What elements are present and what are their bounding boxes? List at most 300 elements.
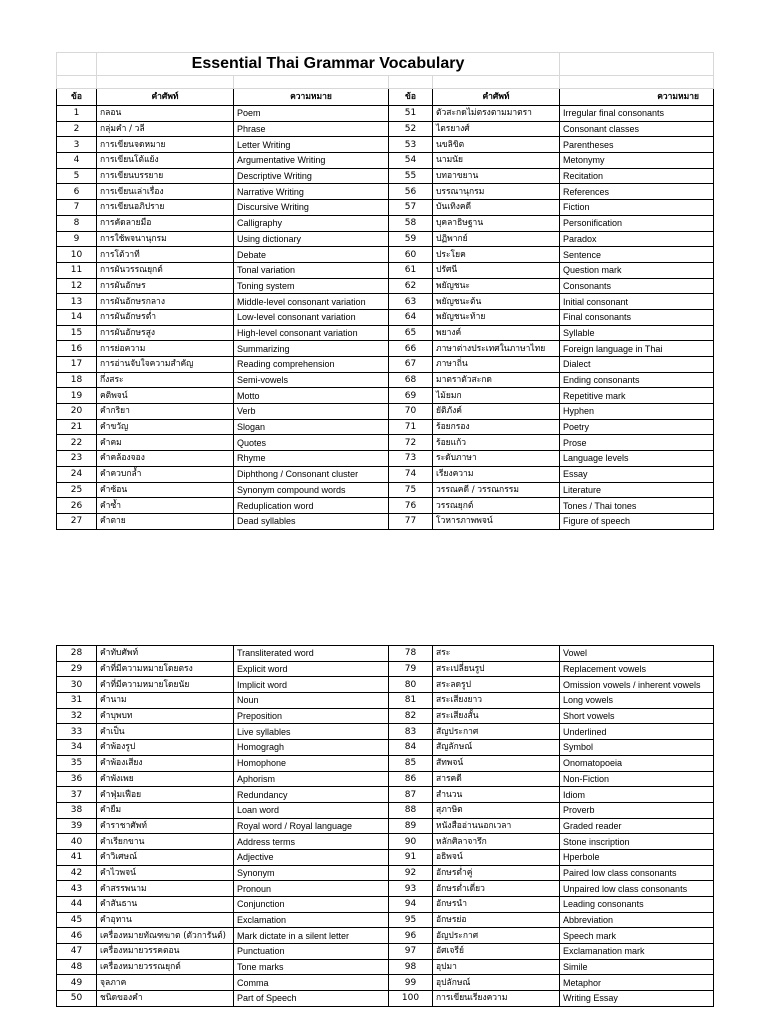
english-meaning: Middle-level consonant variation: [234, 294, 389, 310]
english-meaning: Recitation: [560, 168, 714, 184]
english-meaning: Pronoun: [234, 881, 389, 897]
thai-term: ไตรยางศ์: [433, 121, 560, 137]
english-meaning: Consonant classes: [560, 121, 714, 137]
term-number: 9: [57, 231, 97, 247]
term-number: 31: [57, 693, 97, 709]
thai-term: โวหารภาพพจน์: [433, 513, 560, 529]
term-number: 52: [389, 121, 433, 137]
english-meaning: Phrase: [234, 121, 389, 137]
term-number: 66: [389, 341, 433, 357]
thai-term: นามนัย: [433, 153, 560, 169]
table-row: [57, 513, 714, 529]
english-meaning: Essay: [560, 466, 714, 482]
english-meaning: Leading consonants: [560, 897, 714, 913]
english-meaning: Tones / Thai tones: [560, 498, 714, 514]
term-number: 72: [389, 435, 433, 451]
table-row: [57, 106, 714, 122]
english-meaning: Parentheses: [560, 137, 714, 153]
thai-term: คำซ้ำ: [97, 498, 234, 514]
term-number: 75: [389, 482, 433, 498]
english-meaning: Aphorism: [234, 771, 389, 787]
term-number: 68: [389, 372, 433, 388]
thai-term: ระดับภาษา: [433, 451, 560, 467]
term-number: 48: [57, 959, 97, 975]
thai-term: การใช้พจนานุกรม: [97, 231, 234, 247]
english-meaning: Writing Essay: [560, 991, 714, 1007]
table-row: [57, 834, 714, 850]
term-number: 60: [389, 247, 433, 263]
term-number: 94: [389, 897, 433, 913]
term-number: 10: [57, 247, 97, 263]
thai-term: วรรณยุกต์: [433, 498, 560, 514]
english-meaning: Unpaired low class consonants: [560, 881, 714, 897]
thai-term: คำขวัญ: [97, 419, 234, 435]
english-meaning: Part of Speech: [234, 991, 389, 1007]
thai-term: อักษรต่ำคู่: [433, 865, 560, 881]
english-meaning: Stone inscription: [560, 834, 714, 850]
english-meaning: Toning system: [234, 278, 389, 294]
term-number: 99: [389, 975, 433, 991]
english-meaning: Homophone: [234, 755, 389, 771]
english-meaning: Initial consonant: [560, 294, 714, 310]
english-meaning: Underlined: [560, 724, 714, 740]
english-meaning: Punctuation: [234, 944, 389, 960]
term-number: 87: [389, 787, 433, 803]
thai-term: การผันอักษรสูง: [97, 325, 234, 341]
table-row: [57, 215, 714, 231]
thai-term: คำควบกล้ำ: [97, 466, 234, 482]
english-meaning: Final consonants: [560, 309, 714, 325]
thai-term: คำไวพจน์: [97, 865, 234, 881]
table-row: [57, 740, 714, 756]
english-meaning: Tonal variation: [234, 262, 389, 278]
english-meaning: Poem: [234, 106, 389, 122]
thai-term: การผันวรรณยุกต์: [97, 262, 234, 278]
table-row: [57, 309, 714, 325]
thai-term: กลอน: [97, 106, 234, 122]
table-row: [57, 646, 714, 662]
english-meaning: Non-Fiction: [560, 771, 714, 787]
english-meaning: Exclamanation mark: [560, 944, 714, 960]
table-row: [57, 451, 714, 467]
thai-term: สัญลักษณ์: [433, 740, 560, 756]
term-number: 57: [389, 200, 433, 216]
term-number: 22: [57, 435, 97, 451]
term-number: 61: [389, 262, 433, 278]
english-meaning: Live syllables: [234, 724, 389, 740]
term-number: 78: [389, 646, 433, 662]
english-meaning: Dead syllables: [234, 513, 389, 529]
table-row: [57, 341, 714, 357]
english-meaning: Graded reader: [560, 818, 714, 834]
term-number: 51: [389, 106, 433, 122]
term-number: 23: [57, 451, 97, 467]
english-meaning: Hperbole: [560, 849, 714, 865]
thai-term: อักษรย่อ: [433, 912, 560, 928]
table-row: [57, 168, 714, 184]
thai-term: บันเทิงคดี: [433, 200, 560, 216]
table-row: [57, 912, 714, 928]
english-meaning: Ending consonants: [560, 372, 714, 388]
thai-term: การย่อความ: [97, 341, 234, 357]
term-number: 25: [57, 482, 97, 498]
table-row: [57, 137, 714, 153]
thai-term: คำที่มีความหมายโดยตรง: [97, 661, 234, 677]
term-number: 44: [57, 897, 97, 913]
term-number: 96: [389, 928, 433, 944]
table-row: [57, 294, 714, 310]
header-meaning-left: ความหมาย: [234, 89, 389, 106]
thai-term: คติพจน์: [97, 388, 234, 404]
english-meaning: Argumentative Writing: [234, 153, 389, 169]
english-meaning: Tone marks: [234, 959, 389, 975]
page-title: Essential Thai Grammar Vocabulary: [97, 53, 560, 76]
term-number: 19: [57, 388, 97, 404]
english-meaning: Loan word: [234, 802, 389, 818]
vocabulary-table-top: [56, 52, 714, 530]
table-row: [57, 928, 714, 944]
english-meaning: Reduplication word: [234, 498, 389, 514]
table-row: [57, 231, 714, 247]
thai-term: เรียงความ: [433, 466, 560, 482]
term-number: 14: [57, 309, 97, 325]
thai-term: กึ่งสระ: [97, 372, 234, 388]
term-number: 92: [389, 865, 433, 881]
thai-term: จุลภาค: [97, 975, 234, 991]
term-number: 46: [57, 928, 97, 944]
term-number: 47: [57, 944, 97, 960]
english-meaning: Vowel: [560, 646, 714, 662]
term-number: 65: [389, 325, 433, 341]
table-row: [57, 262, 714, 278]
term-number: 91: [389, 849, 433, 865]
english-meaning: Long vowels: [560, 693, 714, 709]
term-number: 18: [57, 372, 97, 388]
table-row: [57, 357, 714, 373]
term-number: 20: [57, 404, 97, 420]
table-row: [57, 435, 714, 451]
thai-term: อัญประกาศ: [433, 928, 560, 944]
table-row: [57, 959, 714, 975]
english-meaning: Irregular final consonants: [560, 106, 714, 122]
english-meaning: Redundancy: [234, 787, 389, 803]
english-meaning: High-level consonant variation: [234, 325, 389, 341]
table-row: [57, 419, 714, 435]
term-number: 38: [57, 802, 97, 818]
thai-term: ร้อยกรอง: [433, 419, 560, 435]
thai-term: สระเปลี่ยนรูป: [433, 661, 560, 677]
thai-term: อัศเจรีย์: [433, 944, 560, 960]
thai-term: คำบุพบท: [97, 708, 234, 724]
english-meaning: Comma: [234, 975, 389, 991]
table-row: [57, 153, 714, 169]
english-meaning: Synonym: [234, 865, 389, 881]
term-number: 89: [389, 818, 433, 834]
term-number: 41: [57, 849, 97, 865]
thai-term: ยัติภังค์: [433, 404, 560, 420]
thai-term: กลุ่มคำ / วลี: [97, 121, 234, 137]
table-row: [57, 771, 714, 787]
thai-term: คำพ้องเสียง: [97, 755, 234, 771]
table-row: [57, 677, 714, 693]
english-meaning: Paradox: [560, 231, 714, 247]
header-meaning-right: ความหมาย: [560, 89, 714, 106]
term-number: 34: [57, 740, 97, 756]
thai-term: คำตาย: [97, 513, 234, 529]
term-number: 35: [57, 755, 97, 771]
term-number: 98: [389, 959, 433, 975]
thai-term: การผันอักษร: [97, 278, 234, 294]
table-row: [57, 278, 714, 294]
header-word-right: คำศัพท์: [433, 89, 560, 106]
english-meaning: Motto: [234, 388, 389, 404]
term-number: 11: [57, 262, 97, 278]
english-meaning: Synonym compound words: [234, 482, 389, 498]
thai-term: สระเสียงยาว: [433, 693, 560, 709]
thai-term: อักษรต่ำเดี่ยว: [433, 881, 560, 897]
term-number: 29: [57, 661, 97, 677]
term-number: 70: [389, 404, 433, 420]
table-row: [57, 121, 714, 137]
english-meaning: Mark dictate in a silent letter: [234, 928, 389, 944]
thai-term: พยัญชนะ: [433, 278, 560, 294]
english-meaning: Paired low class consonants: [560, 865, 714, 881]
term-number: 50: [57, 991, 97, 1007]
term-number: 30: [57, 677, 97, 693]
thai-term: บรรณานุกรม: [433, 184, 560, 200]
english-meaning: Slogan: [234, 419, 389, 435]
term-number: 62: [389, 278, 433, 294]
english-meaning: Quotes: [234, 435, 389, 451]
thai-term: การเขียนจดหมาย: [97, 137, 234, 153]
vocabulary-table-bottom: [56, 645, 714, 1007]
term-number: 67: [389, 357, 433, 373]
thai-term: ประโยค: [433, 247, 560, 263]
thai-term: การผันอักษรกลาง: [97, 294, 234, 310]
table-row: [57, 404, 714, 420]
thai-term: ชนิดของคำ: [97, 991, 234, 1007]
thai-term: เครื่องหมายวรรณยุกต์: [97, 959, 234, 975]
english-meaning: Letter Writing: [234, 137, 389, 153]
term-number: 84: [389, 740, 433, 756]
thai-term: บทอาขยาน: [433, 168, 560, 184]
term-number: 63: [389, 294, 433, 310]
english-meaning: Question mark: [560, 262, 714, 278]
english-meaning: Adjective: [234, 849, 389, 865]
term-number: 12: [57, 278, 97, 294]
term-number: 54: [389, 153, 433, 169]
english-meaning: Omission vowels / inherent vowels: [560, 677, 714, 693]
thai-term: หลักศิลาจารึก: [433, 834, 560, 850]
english-meaning: Abbreviation: [560, 912, 714, 928]
english-meaning: Hyphen: [560, 404, 714, 420]
thai-term: การเขียนเล่าเรื่อง: [97, 184, 234, 200]
table-row: [57, 881, 714, 897]
english-meaning: Consonants: [560, 278, 714, 294]
term-number: 45: [57, 912, 97, 928]
term-number: 83: [389, 724, 433, 740]
term-number: 74: [389, 466, 433, 482]
english-meaning: Foreign language in Thai: [560, 341, 714, 357]
term-number: 97: [389, 944, 433, 960]
term-number: 13: [57, 294, 97, 310]
table-row: [57, 498, 714, 514]
term-number: 49: [57, 975, 97, 991]
table-row: [57, 865, 714, 881]
thai-term: ภาษาถิ่น: [433, 357, 560, 373]
table-row: [57, 184, 714, 200]
thai-term: คำวิเศษณ์: [97, 849, 234, 865]
table-row: [57, 849, 714, 865]
term-number: 73: [389, 451, 433, 467]
english-meaning: Dialect: [560, 357, 714, 373]
english-meaning: Discursive Writing: [234, 200, 389, 216]
thai-term: ตัวสะกดไม่ตรงตามมาตรา: [433, 106, 560, 122]
thai-term: ร้อยแก้ว: [433, 435, 560, 451]
table-row: [57, 708, 714, 724]
thai-term: สัทพจน์: [433, 755, 560, 771]
term-number: 37: [57, 787, 97, 803]
table-row: [57, 482, 714, 498]
english-meaning: Prose: [560, 435, 714, 451]
english-meaning: Noun: [234, 693, 389, 709]
table-header: [57, 89, 714, 106]
term-number: 88: [389, 802, 433, 818]
thai-term: บุคลาธิษฐาน: [433, 215, 560, 231]
term-number: 79: [389, 661, 433, 677]
english-meaning: Sentence: [560, 247, 714, 263]
thai-term: การผันอักษรต่ำ: [97, 309, 234, 325]
table-row: [57, 247, 714, 263]
english-meaning: Conjunction: [234, 897, 389, 913]
thai-term: การคัดลายมือ: [97, 215, 234, 231]
table-row: [57, 661, 714, 677]
english-meaning: Rhyme: [234, 451, 389, 467]
table-row: [57, 325, 714, 341]
thai-term: การเขียนอภิปราย: [97, 200, 234, 216]
thai-term: คำยืม: [97, 802, 234, 818]
thai-term: ปรัศนี: [433, 262, 560, 278]
term-number: 90: [389, 834, 433, 850]
table-row: [57, 818, 714, 834]
header-no-left: ข้อ: [57, 89, 97, 106]
thai-term: คำที่มีความหมายโดยนัย: [97, 677, 234, 693]
term-number: 39: [57, 818, 97, 834]
term-number: 2: [57, 121, 97, 137]
term-number: 43: [57, 881, 97, 897]
english-meaning: Short vowels: [560, 708, 714, 724]
english-meaning: Literature: [560, 482, 714, 498]
english-meaning: Implicit word: [234, 677, 389, 693]
term-number: 100: [389, 991, 433, 1007]
term-number: 4: [57, 153, 97, 169]
header-no-right: ข้อ: [389, 89, 433, 106]
table-row: [57, 693, 714, 709]
thai-term: คำนาม: [97, 693, 234, 709]
thai-term: การอ่านจับใจความสำคัญ: [97, 357, 234, 373]
term-number: 69: [389, 388, 433, 404]
term-number: 42: [57, 865, 97, 881]
term-number: 15: [57, 325, 97, 341]
term-number: 16: [57, 341, 97, 357]
thai-term: หนังสืออ่านนอกเวลา: [433, 818, 560, 834]
term-number: 24: [57, 466, 97, 482]
english-meaning: Idiom: [560, 787, 714, 803]
table-row: [57, 372, 714, 388]
english-meaning: Repetitive mark: [560, 388, 714, 404]
english-meaning: Transliterated word: [234, 646, 389, 662]
thai-term: ปฏิพากย์: [433, 231, 560, 247]
term-number: 53: [389, 137, 433, 153]
term-number: 59: [389, 231, 433, 247]
english-meaning: Fiction: [560, 200, 714, 216]
term-number: 27: [57, 513, 97, 529]
english-meaning: References: [560, 184, 714, 200]
english-meaning: Language levels: [560, 451, 714, 467]
term-number: 71: [389, 419, 433, 435]
english-meaning: Exclamation: [234, 912, 389, 928]
term-number: 3: [57, 137, 97, 153]
english-meaning: Preposition: [234, 708, 389, 724]
thai-term: วรรณคดี / วรรณกรรม: [433, 482, 560, 498]
term-number: 21: [57, 419, 97, 435]
english-meaning: Descriptive Writing: [234, 168, 389, 184]
english-meaning: Calligraphy: [234, 215, 389, 231]
english-meaning: Onomatopoeia: [560, 755, 714, 771]
thai-term: พยางค์: [433, 325, 560, 341]
english-meaning: Summarizing: [234, 341, 389, 357]
thai-term: ไม้ยมก: [433, 388, 560, 404]
term-number: 95: [389, 912, 433, 928]
term-number: 6: [57, 184, 97, 200]
thai-term: การโต้วาที: [97, 247, 234, 263]
thai-term: คำฟุ่มเฟือย: [97, 787, 234, 803]
term-number: 8: [57, 215, 97, 231]
table-row: [57, 944, 714, 960]
english-meaning: Simile: [560, 959, 714, 975]
english-meaning: Semi-vowels: [234, 372, 389, 388]
thai-term: คำเป็น: [97, 724, 234, 740]
english-meaning: Explicit word: [234, 661, 389, 677]
thai-term: การเขียนบรรยาย: [97, 168, 234, 184]
term-number: 33: [57, 724, 97, 740]
thai-term: สระเสียงสั้น: [433, 708, 560, 724]
table-row: [57, 802, 714, 818]
english-meaning: Using dictionary: [234, 231, 389, 247]
table-row: [57, 787, 714, 803]
term-number: 93: [389, 881, 433, 897]
english-meaning: Reading comprehension: [234, 357, 389, 373]
english-meaning: Debate: [234, 247, 389, 263]
english-meaning: Figure of speech: [560, 513, 714, 529]
english-meaning: Personification: [560, 215, 714, 231]
term-number: 40: [57, 834, 97, 850]
thai-term: นขลิขิต: [433, 137, 560, 153]
thai-term: เครื่องหมายทัณฑฆาต (ตัวการันต์): [97, 928, 234, 944]
term-number: 76: [389, 498, 433, 514]
term-number: 85: [389, 755, 433, 771]
term-number: 1: [57, 106, 97, 122]
thai-term: อักษรนำ: [433, 897, 560, 913]
term-number: 32: [57, 708, 97, 724]
thai-term: มาตราตัวสะกด: [433, 372, 560, 388]
term-number: 28: [57, 646, 97, 662]
thai-term: เครื่องหมายวรรคตอน: [97, 944, 234, 960]
table-row: [57, 991, 714, 1007]
thai-term: คำซ้อน: [97, 482, 234, 498]
thai-term: พยัญชนะต้น: [433, 294, 560, 310]
term-number: 81: [389, 693, 433, 709]
